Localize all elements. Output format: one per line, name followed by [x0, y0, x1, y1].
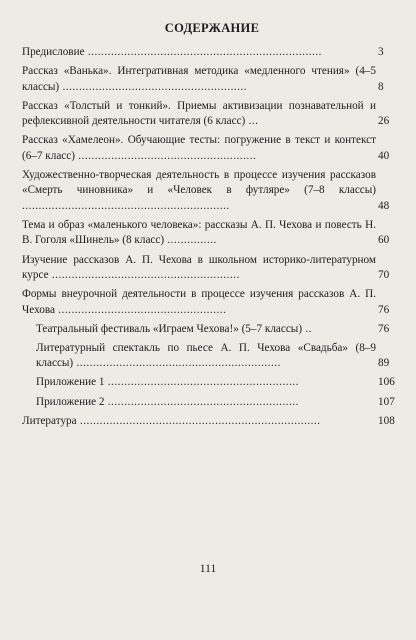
toc-dot-leader: .. [302, 322, 312, 335]
toc-entry-title: Рассказ «Ванька». Интегративная методика «медленного чтения» (4–5 классы) [22, 65, 376, 93]
toc-entry[interactable] [22, 218, 402, 249]
toc-entry-title: Тема и образ «маленького человека»: рассказы А. П. Чехова и повесть Н. В. Гоголя «Шинель» (8 класс) [22, 218, 376, 247]
toc-entry[interactable] [22, 64, 402, 95]
toc-entry-title: Приложение 1 [36, 376, 105, 389]
toc-entry-title: Рассказ «Хамелеон». Обучающие тесты: погружение в текст и контекст (6–7 класс) [22, 134, 376, 162]
toc-dot-leader: ................................................... [54, 303, 227, 316]
toc-subentry[interactable] [22, 375, 402, 391]
page-number: 111 [199, 563, 217, 575]
toc-subentry[interactable] [22, 341, 402, 372]
toc-dot-leader: .......................................................... [104, 376, 299, 389]
toc-entry-title: Приложение 2 [36, 395, 105, 408]
toc-page-number: 40 [378, 149, 390, 162]
toc-entry-title: Формы внеурочной деятельности в процессе изучения рассказов А. П. Чехова [22, 288, 376, 316]
toc-dot-leader: ......................................................... [48, 269, 240, 282]
toc-page-number: 106 [378, 376, 395, 389]
toc-page-number: 107 [378, 395, 395, 408]
toc-entry-title: Литературный спектакль по пьесе А. П. Чехова «Свадьба» (8–9 классы) [36, 341, 376, 370]
toc-entry-title: Художественно-творческая деятельность в процессе изучения рассказов «Смерть чиновника» и «Человек в футляре» (7–8 классы) [22, 168, 376, 197]
toc-entry-title: Рассказ «Толстый и тонкий». Приемы активизации познавательной и рефлексивной деятельности читателя (6 класс) [22, 99, 376, 128]
toc-dot-leader: ......................................................................... [76, 414, 321, 427]
table-of-contents [22, 45, 402, 429]
toc-subentry[interactable] [22, 322, 402, 338]
toc-dot-leader: ............................................................... [22, 199, 230, 212]
toc-entry[interactable] [22, 168, 402, 215]
toc-entry-title: Предисловие [22, 46, 85, 58]
toc-page-number: 108 [378, 414, 395, 427]
page-title: СОДЕРЖАНИЕ [164, 21, 260, 35]
toc-entry-title: Театральный фестиваль «Играем Чехова!» (5–7 классы) [36, 322, 303, 335]
toc-subentry[interactable] [22, 395, 402, 411]
toc-dot-leader: ... [245, 115, 259, 128]
toc-page-number: 76 [378, 322, 390, 335]
toc-entry-title: Литература [22, 414, 77, 427]
toc-entry[interactable] [22, 414, 402, 430]
toc-entry[interactable] [22, 45, 402, 61]
toc-page-number: 8 [378, 80, 384, 93]
toc-entry[interactable] [22, 133, 402, 164]
toc-page-number: 3 [378, 46, 384, 58]
toc-page-number: 26 [378, 115, 390, 128]
toc-page-number: 70 [378, 269, 390, 282]
toc-dot-leader: ...................................................... [74, 149, 257, 162]
toc-entry[interactable] [22, 287, 402, 318]
toc-page-number: 60 [378, 234, 390, 247]
toc-page-number: 48 [378, 199, 390, 212]
toc-entry-title: Изучение рассказов А. П. Чехова в школьном историко-литературном курсе [22, 253, 376, 282]
toc-dot-leader: .............................................................. [73, 357, 281, 370]
toc-dot-leader: ....................................................................... [84, 46, 322, 58]
toc-entry[interactable] [22, 99, 402, 130]
toc-page-number: 76 [378, 303, 390, 316]
toc-page-number: 89 [378, 357, 390, 370]
toc-dot-leader: ........................................................ [59, 80, 248, 93]
toc-dot-leader: ............... [164, 234, 217, 247]
toc-dot-leader: .......................................................... [104, 395, 299, 408]
toc-entry[interactable] [22, 253, 402, 284]
